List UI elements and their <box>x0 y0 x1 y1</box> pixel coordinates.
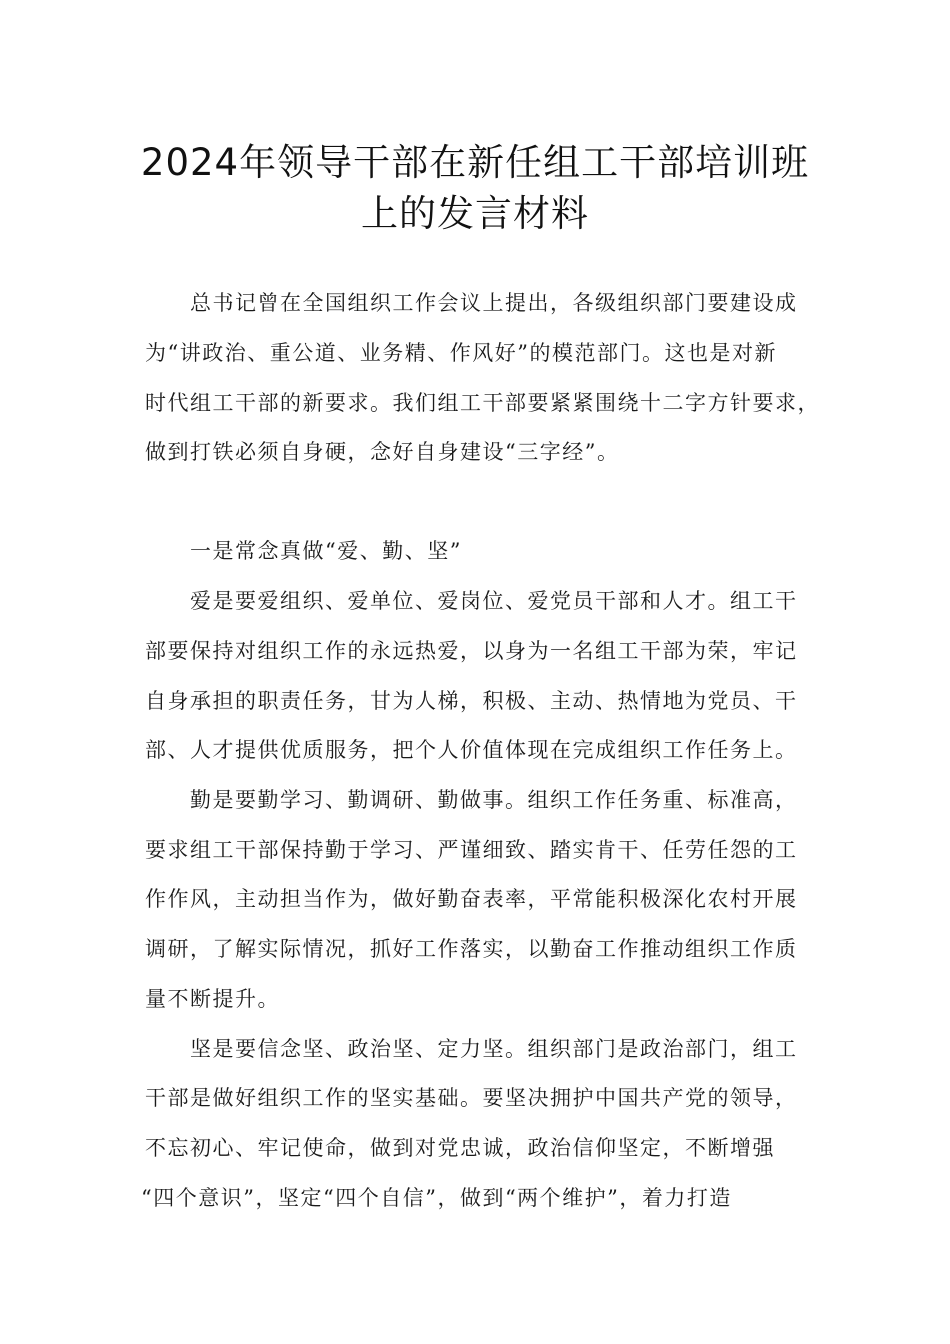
paragraph-line: 自身承担的职责任务，甘为人梯，积极、主动、热情地为党员、干 <box>145 689 798 713</box>
paragraph-line: 不忘初心、牢记使命，做到对党忠诚，政治信仰坚定，不断增强 <box>145 1136 775 1160</box>
paragraph-line: 调研，了解实际情况，抓好工作落实，以勤奋工作推动组织工作质 <box>145 937 798 961</box>
paragraph-line: 勤是要勤学习、勤调研、勤做事。组织工作任务重、标准高， <box>190 788 798 812</box>
paragraph-line: 要求组工干部保持勤于学习、严谨细致、踏实肯干、任劳任怨的工 <box>145 838 798 862</box>
document-title-line-2: 上的发言材料 <box>361 192 589 235</box>
paragraph-line: 部、人才提供优质服务，把个人价值体现在完成组织工作任务上。 <box>145 738 798 762</box>
paragraph-line: 部要保持对组织工作的永远热爱，以身为一名组工干部为荣，牢记 <box>145 639 798 663</box>
paragraph-line: 量不断提升。 <box>145 987 280 1011</box>
paragraph-line: 爱是要爱组织、爱单位、爱岗位、爱党员干部和人才。组工干 <box>190 589 798 613</box>
paragraph-line: 为“讲政治、重公道、业务精、作风好”的模范部门。这也是对新 <box>145 341 777 365</box>
paragraph-line: 总书记曾在全国组织工作会议上提出，各级组织部门要建设成 <box>190 291 798 315</box>
section-heading: 一是常念真做“爱、勤、坚” <box>190 539 462 563</box>
paragraph-line: 做到打铁必须自身硬，念好自身建设“三字经”。 <box>145 440 620 464</box>
paragraph-line: 坚是要信念坚、政治坚、定力坚。组织部门是政治部门，组工 <box>190 1037 798 1061</box>
paragraph-line: 作作风，主动担当作为，做好勤奋表率，平常能积极深化农村开展 <box>145 887 798 911</box>
paragraph-line: 干部是做好组织工作的坚实基础。要坚决拥护中国共产党的领导， <box>145 1086 798 1110</box>
paragraph-line: “四个意识”，坚定“四个自信”，做到“两个维护”，着力打造 <box>141 1186 732 1210</box>
document-title-line-1: 2024年领导干部在新任组工干部培训班 <box>140 141 810 184</box>
paragraph-line: 时代组工干部的新要求。我们组工干部要紧紧围绕十二字方针要求， <box>145 391 820 415</box>
